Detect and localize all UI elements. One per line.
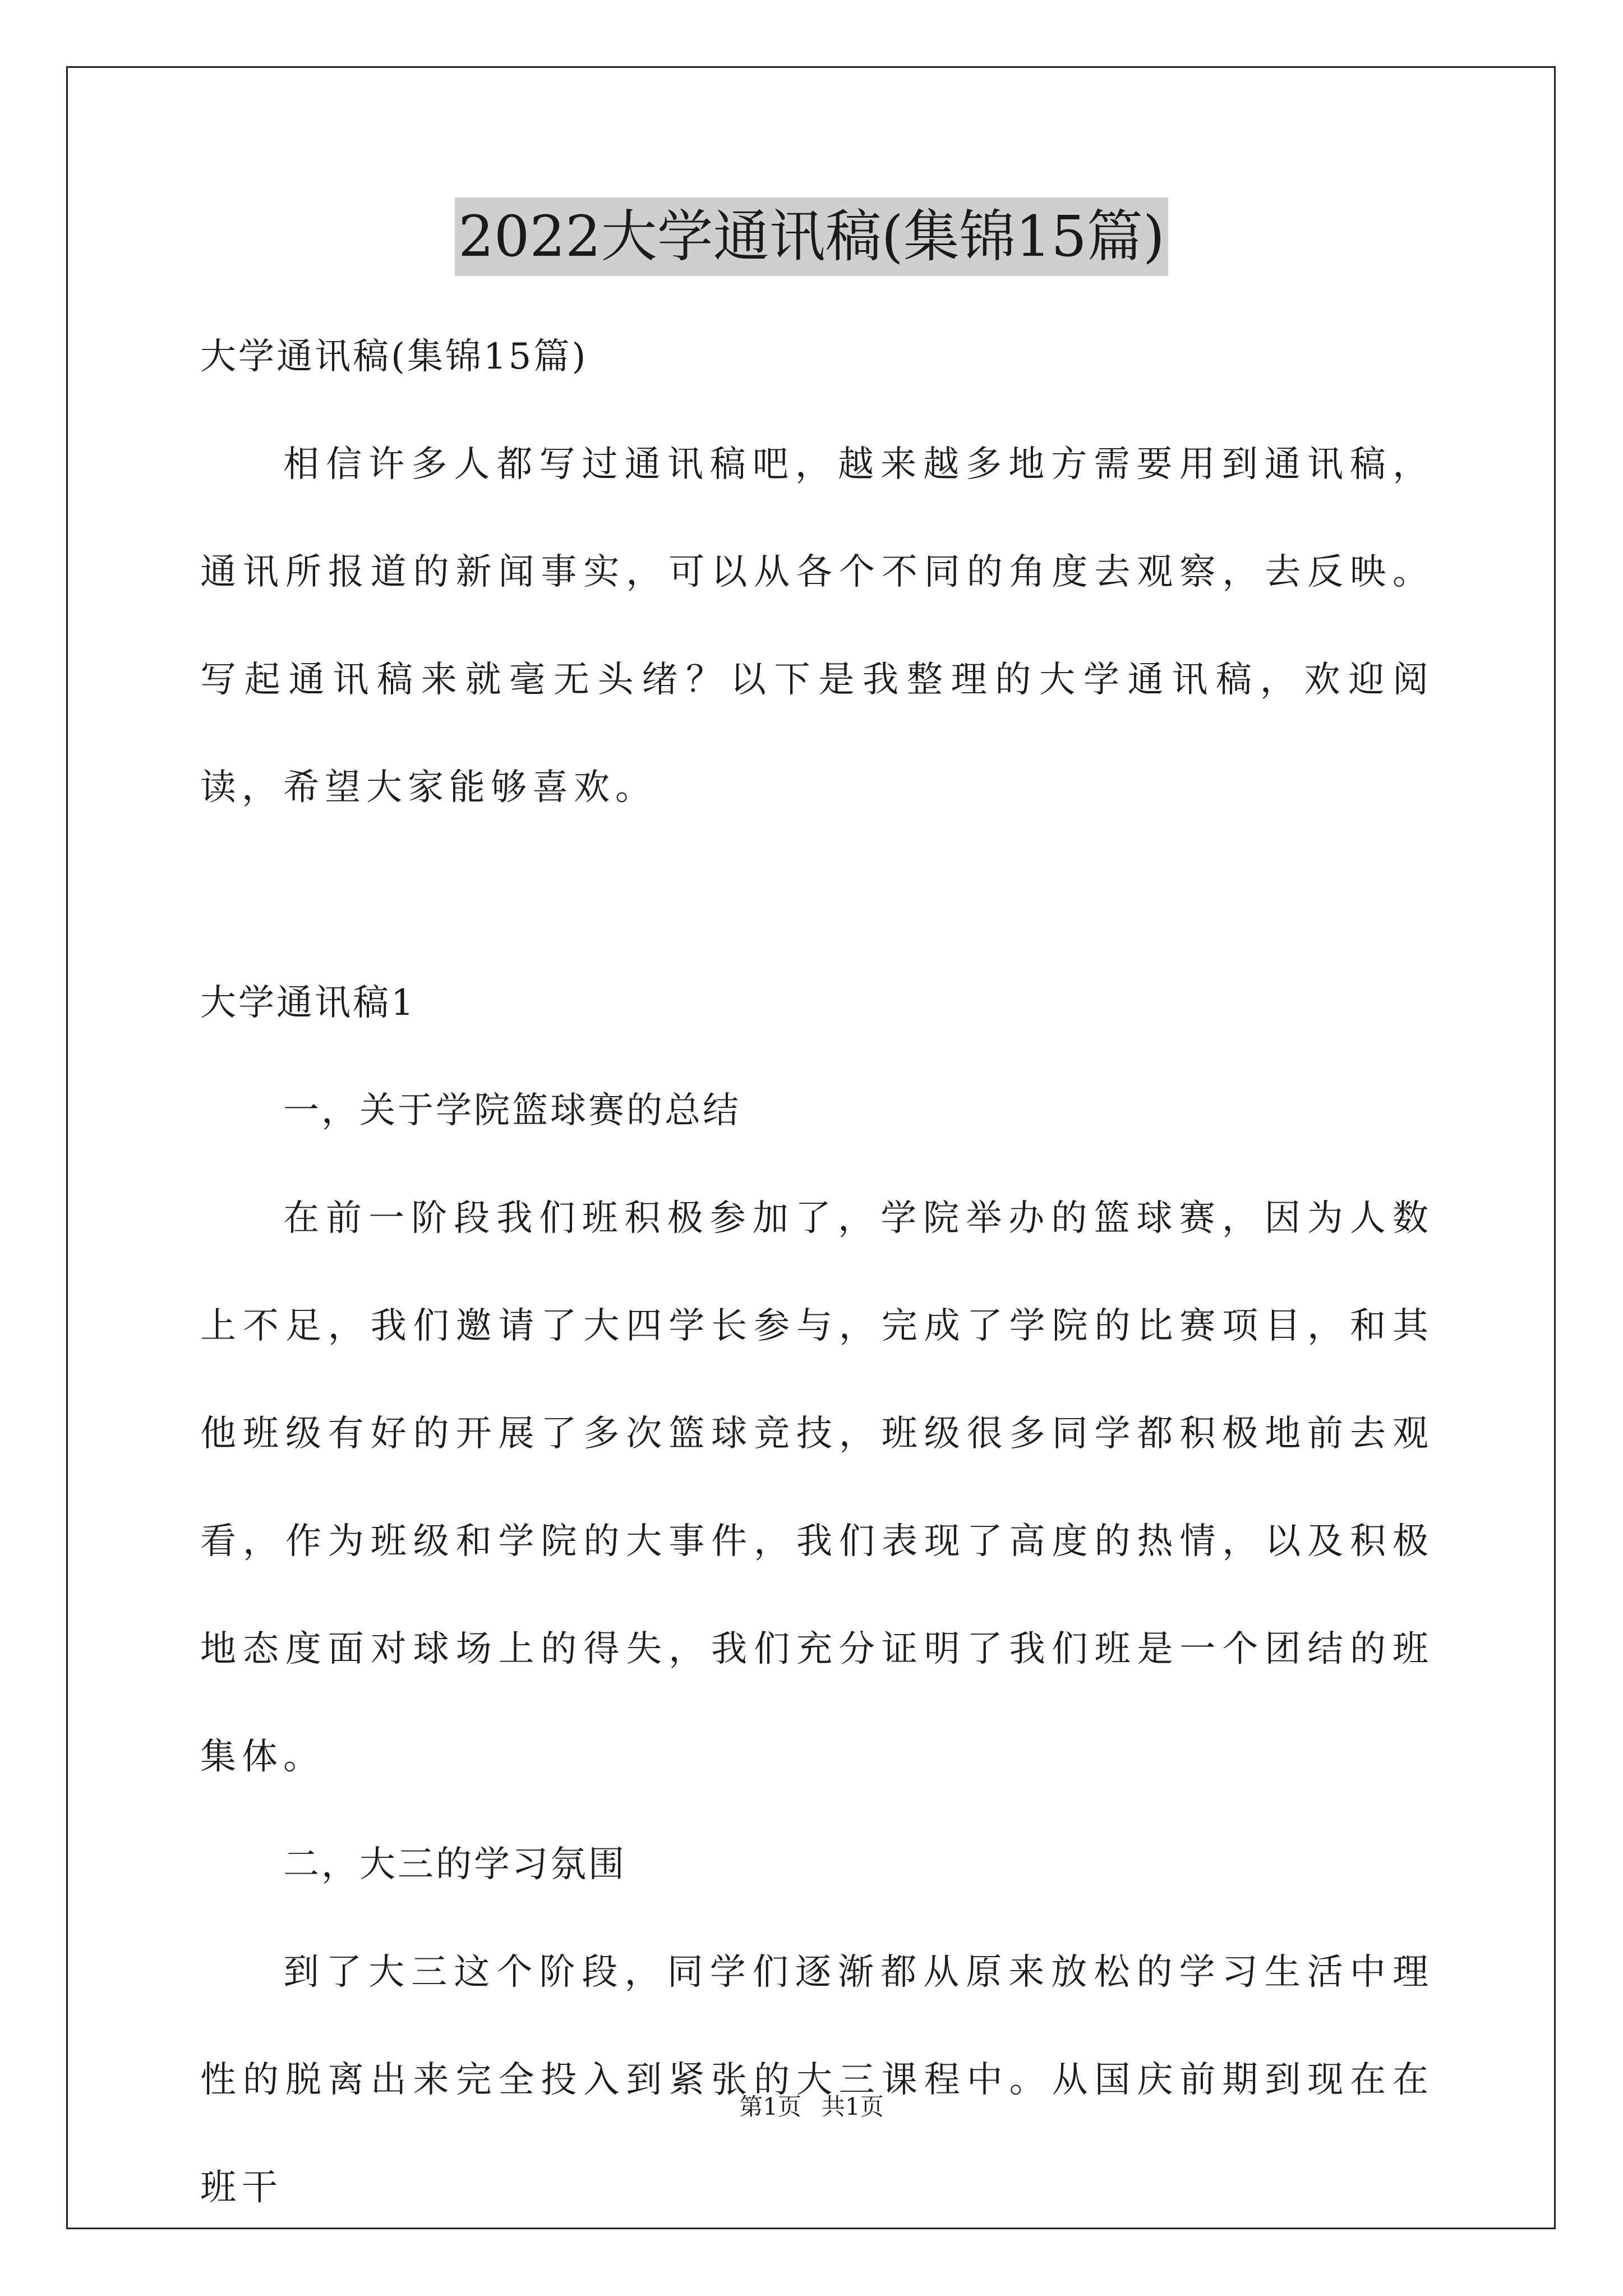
blank-line (200, 841, 1434, 949)
page-total: 共1页 (822, 2093, 884, 2120)
paragraph-study-atmosphere: 到了大三这个阶段，同学们逐渐都从原来放松的学习生活中理性的脱离出来完全投入到紧张的大三课程中。从国庆前期到现在在班干 (200, 1952, 1434, 2208)
intro-paragraph: 相信许多人都写过通讯稿吧，越来越多地方需要用到通讯稿，通讯所报道的新闻事实，可以从各个不同的角度去观察，去反映。写起通讯稿来就毫无头绪？以下是我整理的大学通讯稿，欢迎阅读，希望大家能够喜欢。 (200, 444, 1434, 808)
page-footer (0, 2090, 1623, 2124)
heading-basketball: 一，关于学院篮球赛的总结 (283, 1090, 741, 1131)
section-title: 大学通讯稿1 (200, 982, 416, 1024)
document-subtitle: 大学通讯稿(集锦15篇) (200, 336, 588, 378)
document-title: 2022大学通讯稿(集锦15篇) (455, 197, 1168, 276)
heading-study-atmosphere: 二，大三的学习氛围 (283, 1844, 626, 1885)
title-container (0, 197, 1623, 276)
document-body (200, 303, 1434, 2242)
page-number: 第1页 (739, 2093, 801, 2120)
paragraph-basketball: 在前一阶段我们班积极参加了，学院举办的篮球赛，因为人数上不足，我们邀请了大四学长参与，完成了学院的比赛项目，和其他班级有好的开展了多次篮球竞技，班级很多同学都积极地前去观看，作为班级和学院的大事件，我们表现了高度的热情，以及积极地态度面对球场上的得失，我们充分证明了我们班是一个团结的班集体。 (200, 1198, 1434, 1778)
